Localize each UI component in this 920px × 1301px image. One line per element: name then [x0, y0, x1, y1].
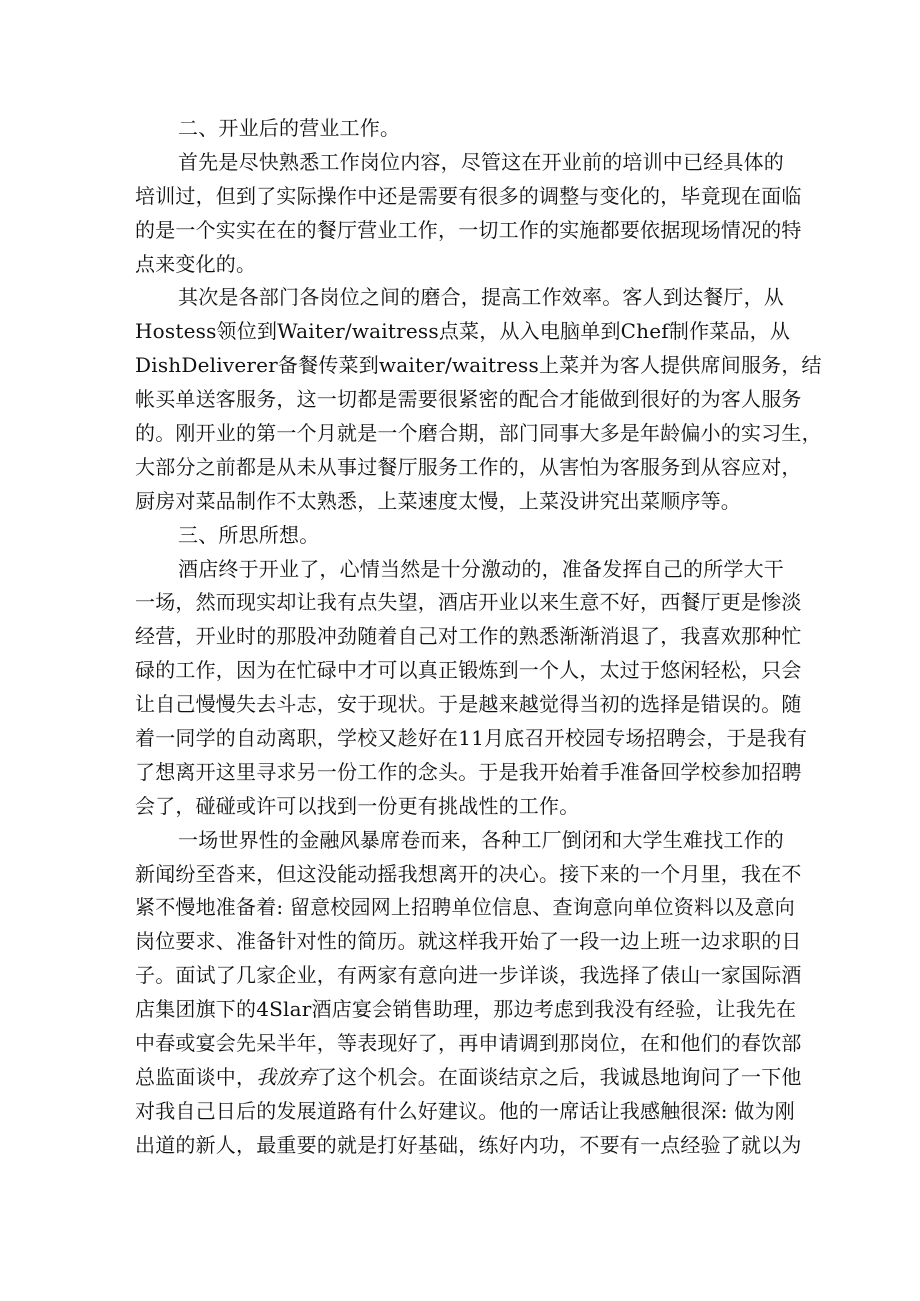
- paragraph-line: 其次是各部门各岗位之间的磨合，提高工作效率。客人到达餐厅，从: [178, 285, 784, 310]
- paragraph-line: 中春或宴会先呆半年，等表现好了，再申请调到那岗位，在和他们的春饮部: [135, 1031, 802, 1056]
- paragraph-line: [135, 1061, 802, 1095]
- paragraph-line: 了想离开这里寻求另一份工作的念头。于是我开始着手准备回学校参加招聘: [135, 759, 802, 784]
- paragraph-line: Hostess领位到Waiter/waitress点菜，从入电脑单到Chef制作菜品，从: [135, 319, 791, 344]
- paragraph-line-segment: 了这个机会。在面谈结京之后，我诚恳地询问了一下他: [316, 1064, 802, 1089]
- paragraph-line: 一场，然而现实却让我有点失望，酒店开业以来生意不好，西餐厅更是惨淡: [135, 590, 802, 615]
- paragraph-line: 子。面试了几家企业，有两家有意向进一步详谈，我选择了俵山一家国际酒: [135, 963, 802, 988]
- paragraph-line: 帐买单送客服务，这一切都是需要很紧密的配合才能做到很好的为客人服务: [135, 387, 802, 412]
- paragraph-line: 新闻纷至沓来，但这没能动摇我想离开的决心。接下来的一个月里，我在不: [135, 861, 802, 886]
- paragraph-line: 一场世界性的金融风暴席卷而来，各种工厂倒闭和大学生难找工作的: [178, 827, 784, 852]
- paragraph-line: 出道的新人，最重要的就是打好基础，练好内功，不要有一点经验了就以为: [135, 1132, 802, 1157]
- paragraph-line: 的。刚开业的第一个月就是一个磨合期，部门同事大多是年龄偏小的实习生，: [135, 421, 822, 446]
- paragraph-line: 经营，开业时的那股冲劲随着自己对工作的熟悉渐渐消退了，我喜欢那种忙: [135, 624, 802, 649]
- paragraph-line: 碌的工作，因为在忙碌中才可以真正锻炼到一个人，太过于悠闲轻松，只会: [135, 658, 802, 683]
- paragraph-line: 着一同学的自动离职，学校又趁好在11月底召开校园专场招聘会，于是我有: [135, 726, 808, 751]
- paragraph-line: 会了，碰碰或许可以找到一份更有挑战性的工作。: [135, 793, 580, 818]
- section-heading-thoughts: 三、所思所想。: [178, 522, 320, 547]
- paragraph-line-segment: 总监面谈中，: [135, 1064, 257, 1089]
- paragraph-line: 让自己慢慢失去斗志，安于现状。于是越来越觉得当初的选择是错误的。随: [135, 692, 802, 717]
- paragraph-line: 酒店终于开业了，心情当然是十分激动的，准备发挥自己的所学大干: [178, 556, 784, 581]
- paragraph-line: 的是一个实实在在的餐厅营业工作，一切工作的实施都要依据现场情况的特: [135, 217, 802, 242]
- paragraph-line: 大部分之前都是从未从事过餐厅服务工作的，从害怕为客服务到从容应对，: [135, 454, 802, 479]
- paragraph-line: 培训过，但到了实际操作中还是需要有很多的调整与变化的，毕竟现在面临: [135, 183, 802, 208]
- section-heading-business: 二、开业后的营业工作。: [178, 116, 401, 140]
- paragraph-line-italic-segment: 我放弃: [256, 1064, 317, 1089]
- paragraph-line: 首先是尽快熟悉工作岗位内容，尽管这在开业前的培训中已经具体的: [178, 149, 784, 174]
- paragraph-line: 对我自己日后的发展道路有什么好建议。他的一席话让我感触很深: 做为刚: [135, 1098, 795, 1123]
- paragraph-line: DishDeliverer备餐传菜到waiter/waitress上菜并为客人提供席间服务，结: [135, 353, 822, 378]
- paragraph-line: 紧不慢地准备着: 留意校园网上招聘单位信息、查询意向单位资料以及意向: [135, 895, 795, 920]
- paragraph-line: 点来变化的。: [135, 251, 257, 276]
- paragraph-line: 店集团旗下的4Slar酒店宴会销售助理，那边考虑到我没有经验，让我先在: [135, 997, 797, 1022]
- paragraph-line: 岗位要求、准备针对性的简历。就这样我开始了一段一边上班一边求职的日: [135, 929, 802, 954]
- paragraph-line: 厨房对菜品制作不太熟悉，上菜速度太慢，上菜没讲究出菜顺序等。: [135, 488, 741, 513]
